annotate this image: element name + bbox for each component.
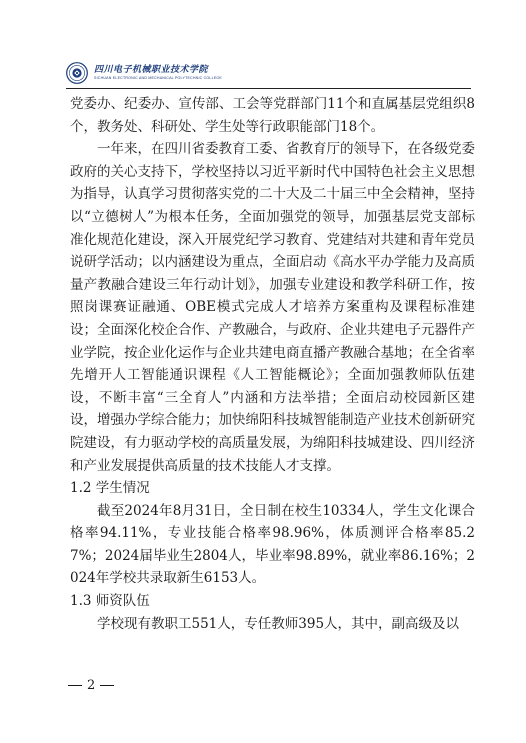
footer-dash-left: [68, 685, 82, 686]
header-divider: [66, 88, 471, 89]
school-seal-icon: [66, 62, 88, 84]
section-heading-faculty: 1.3 师资队伍: [70, 593, 150, 610]
paragraph-party-org: 党委办、纪委办、宣传部、工会等党群部门11个和直属基层党组织8个，教务处、科研处、学生处等行政职能部门18个。: [70, 96, 475, 135]
school-name: 四川电子机械职业技术学院: [94, 64, 209, 75]
paragraph-annual-summary: 一年来，在四川省委教育工委、省教育厅的领导下，在各级党委政府的关心支持下，学校坚持以习近平新时代中国特色社会主义思想为指导，认真学习贯彻落实党的二十大及二十届三中全会精神，坚持以“立德树人”为根本任务，全面加强党的领导，加强基层党支部标准化规范化建设，深入开展党纪学习教育、党建结对共建和青年党员说研学活动；以内涵建设为重点，全面启动《高水平办学能力及高质量产教融合建设三年行动计划》，加强专业建设和教学科研工作，按照岗课赛证融通、OBE模式完成人才培养方案重构及课程标准建设；全面深化校企合作、产教融合，与政府、企业共建电子元器件产业学院，按企业化运作与企业共建电商直播产教融合基地；在全省率先增开人工智能通识课程《人工智能概论》；全面加强教师队伍建设，不断丰富“三全育人”内涵和方法举措；全面启动校园新区建设，增强办学综合能力；加快绵阳科技城智能制造产业技术创新研究院建设，有力驱动学校的高质量发展，为绵阳科技城建设、四川经济和产业发展提供高质量的技术技能人才支撑。: [70, 141, 475, 474]
footer-dash-right: [100, 685, 114, 686]
document-body: [70, 93, 475, 635]
section-heading-students: 1.2 学生情况: [70, 480, 150, 497]
paragraph-students: 截至2024年8月31日，全日制在校生10334人，学生文化课合格率94.11%，专业技能合格率98.96%，体质测评合格率85.27%；2024届毕业生2804人，毕业率98.89%，就业率86.16%；2024年学校共录取新生6153人。: [70, 502, 475, 587]
page-number: 2: [87, 678, 96, 693]
school-logo: [94, 66, 222, 81]
page-header: [66, 60, 466, 86]
school-name-en: SICHUAN ELECTRONIC AND MECHANICAL POLYTECHNIC COLLEGE: [94, 75, 223, 80]
paragraph-faculty: 学校现有教职工551人，专任教师395人，其中，副高级及以: [97, 615, 460, 632]
page-footer: [68, 678, 114, 693]
